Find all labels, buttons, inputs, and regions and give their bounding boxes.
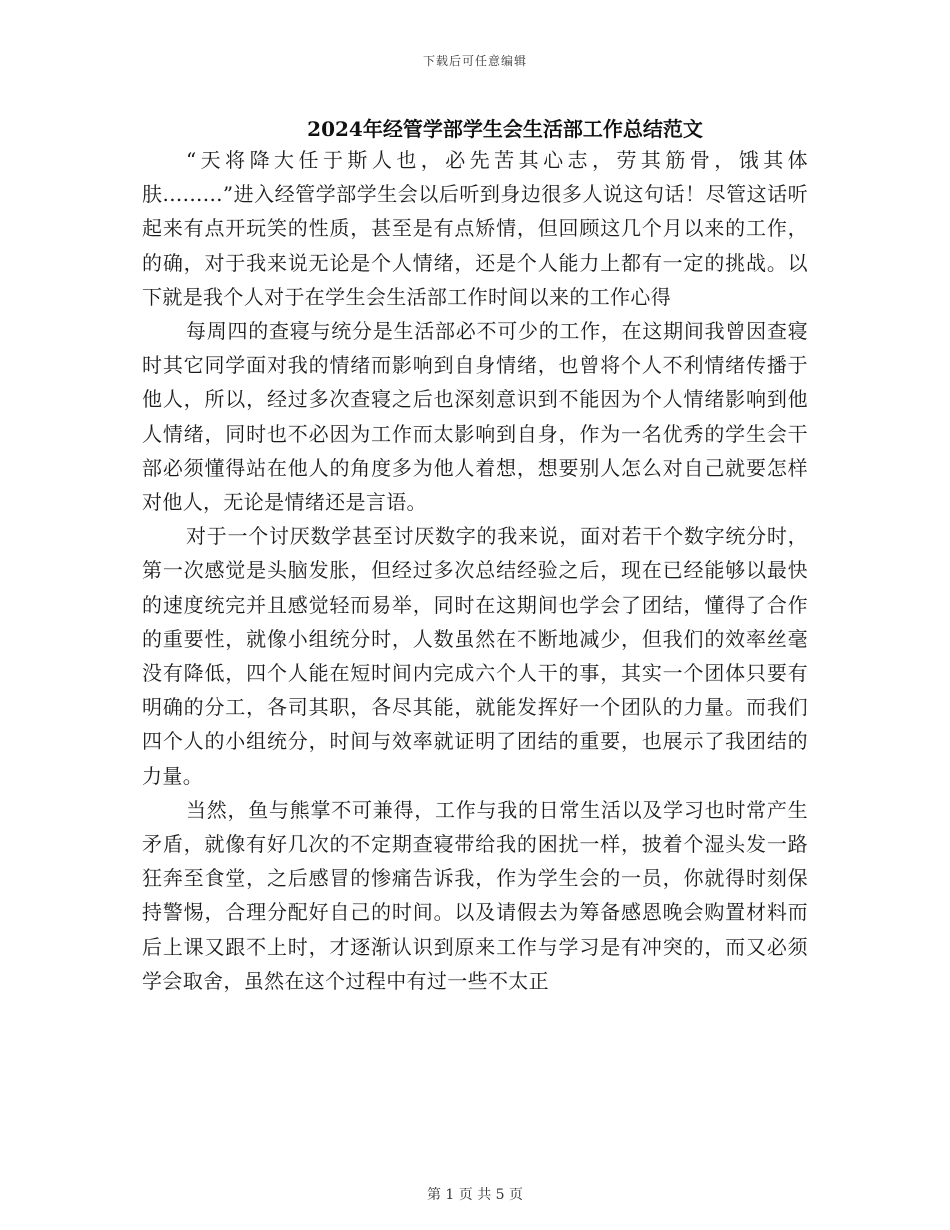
document-body: [142, 143, 808, 998]
paragraph-1: “天将降大任于斯人也，必先苦其心志，劳其筋骨，饿其体肤.........”进入经管学部学生会以后听到身边很多人说这句话！尽管这话听起来有点开玩笑的性质，甚至是有点矫情，但回顾这几个月以来的工作，的确，对于我来说无论是个人情绪，还是个人能力上都有一定的挑战。以下就是我个人对于在学生会生活部工作时间以来的工作心得: [142, 148, 808, 309]
paragraph-2: 每周四的查寝与统分是生活部必不可少的工作，在这期间我曾因查寝时其它同学面对我的情绪而影响到自身情绪，也曾将个人不利情绪传播于他人，所以，经过多次查寝之后也深刻意识到不能因为个人情绪影响到他人情绪，同时也不必因为工作而太影响到自身，作为一名优秀的学生会干部必须懂得站在他人的角度多为他人着想，想要别人怎么对自己就要怎样对他人，无论是情绪还是言语。: [142, 319, 808, 515]
document-title: 2024年经管学部学生会生活部工作总结范文: [307, 117, 703, 141]
paragraph-4: 当然，鱼与熊掌不可兼得，工作与我的日常生活以及学习也时常产生矛盾，就像有好几次的不定期查寝带给我的困扰一样，披着个湿头发一路狂奔至食堂，之后感冒的惨痛告诉我，作为学生会的一员，你就得时刻保持警惕，合理分配好自己的时间。以及请假去为筹备感恩晚会购置材料而后上课又跟不上时，才逐渐认识到原来工作与学习是有冲突的，而又必须学会取舍，虽然在这个过程中有过一些不太正: [142, 797, 808, 993]
header-note: 下载后可任意编辑: [422, 54, 527, 68]
page-footer: 第 1 页 共 5 页: [426, 1187, 524, 1203]
paragraph-3: 对于一个讨厌数学甚至讨厌数字的我来说，面对若干个数字统分时，第一次感觉是头脑发胀，但经过多次总结经验之后，现在已经能够以最快的速度统完并且感觉轻而易举，同时在这期间也学会了团结，懂得了合作的重要性，就像小组统分时，人数虽然在不断地减少，但我们的效率丝毫没有降低，四个人能在短时间内完成六个人干的事，其实一个团体只要有明确的分工，各司其职，各尽其能，就能发挥好一个团队的力量。而我们四个人的小组统分，时间与效率就证明了团结的重要，也展示了我团结的力量。: [142, 524, 808, 788]
